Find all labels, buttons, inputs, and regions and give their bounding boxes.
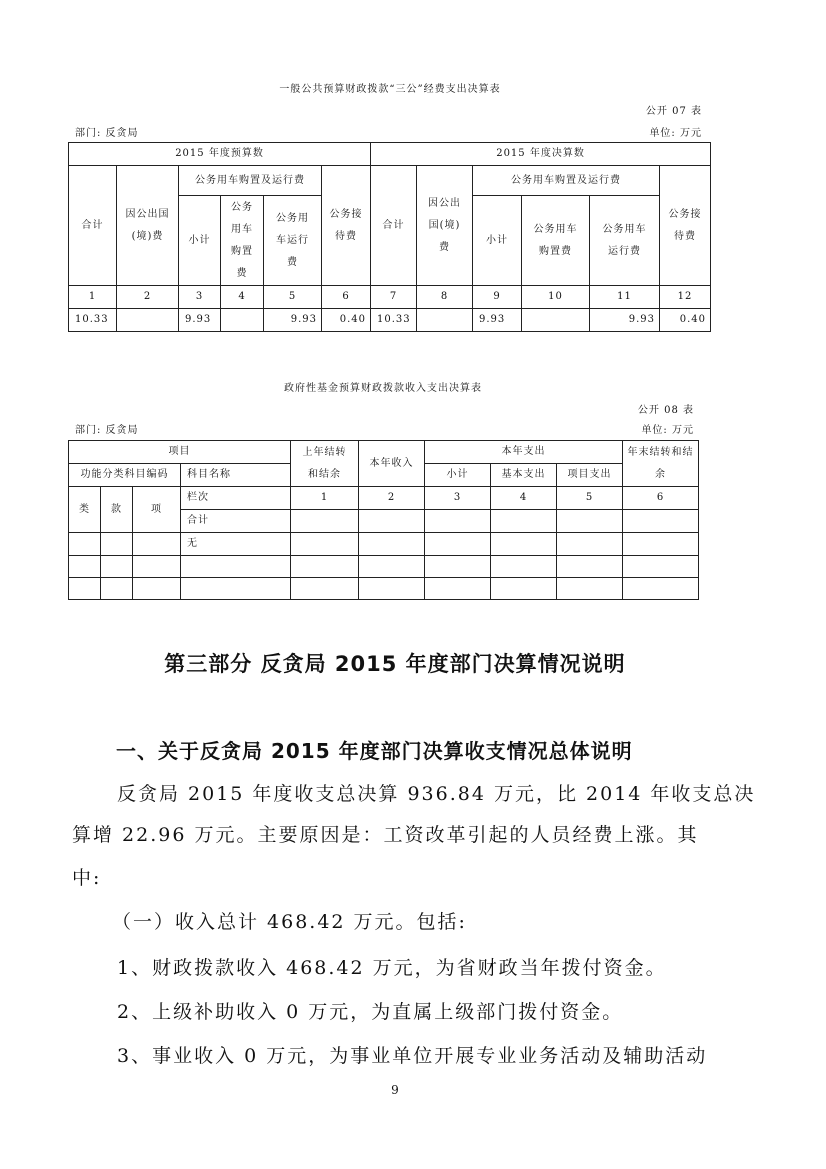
- value-cell: 9.93: [590, 309, 660, 332]
- table8-dept: 部门: 反贪局: [75, 425, 139, 436]
- table7-title: 一般公共预算财政拨款“三公”经费支出决算表: [279, 84, 501, 95]
- paragraph-line: 3、事业收入 0 万元，为事业单位开展专业业务活动及辅助活动: [117, 1045, 708, 1067]
- col-abroad-budget: 因公出国(境)费: [117, 166, 179, 286]
- paragraph-line: 反贪局 2015 年度收支总决算 936.84 万元，比 2014 年收支总决: [117, 783, 756, 805]
- value-cell: 10.33: [371, 309, 417, 332]
- value-cell: [522, 309, 590, 332]
- h-subject: 科目名称: [181, 464, 291, 487]
- budget-header: 2015 年度预算数: [69, 143, 371, 166]
- value-cell: [117, 309, 179, 332]
- h-income: 本年收入: [359, 441, 425, 487]
- paragraph-line: 中:: [72, 867, 102, 889]
- paragraph-line: 算增 22.96 万元。主要原因是：工资改革引起的人员经费上涨。其: [72, 824, 699, 846]
- num-cell: 4: [491, 487, 557, 510]
- value-cell: 10.33: [69, 309, 117, 332]
- num-cell: 7: [371, 286, 417, 309]
- table7: [68, 142, 711, 332]
- h-carry-in: 上年结转和结余: [291, 441, 359, 487]
- row-none: 无: [181, 533, 291, 556]
- final-header: 2015 年度决算数: [371, 143, 711, 166]
- table7-unit: 单位: 万元: [649, 128, 702, 139]
- col-run-final: 公务用车运行费: [590, 196, 660, 286]
- h-item: 项目: [69, 441, 291, 464]
- value-cell: [417, 309, 473, 332]
- col-abroad-final: 因公出国(境)费: [417, 166, 473, 286]
- h-lei: 类: [69, 487, 101, 533]
- num-cell: 1: [69, 286, 117, 309]
- h-basic: 基本支出: [491, 464, 557, 487]
- table7-dept: 部门: 反贪局: [75, 128, 139, 139]
- value-cell: 9.93: [179, 309, 221, 332]
- num-cell: 8: [417, 286, 473, 309]
- table8-title: 政府性基金预算财政拨款收入支出决算表: [284, 383, 482, 394]
- section-title: 第三部分 反贪局 2015 年度部门决算情况说明: [164, 652, 626, 676]
- num-cell: 5: [264, 286, 322, 309]
- num-cell: 3: [179, 286, 221, 309]
- h-carry-out: 年末结转和结余: [623, 441, 699, 487]
- h-func-code: 功能分类科目编码: [69, 464, 181, 487]
- table8-unit: 单位: 万元: [641, 425, 694, 436]
- table8-code: 公开 08 表: [637, 405, 694, 416]
- num-cell: 12: [660, 286, 711, 309]
- col-subtotal-final: 小计: [473, 196, 522, 286]
- col-subtotal-budget: 小计: [179, 196, 221, 286]
- row-lanci: 栏次: [181, 487, 291, 510]
- h-xiang: 项: [133, 487, 181, 533]
- num-cell: 3: [425, 487, 491, 510]
- col-total-final: 合计: [371, 166, 417, 286]
- num-cell: 4: [221, 286, 264, 309]
- col-purchase-budget: 公务用车购置费: [221, 196, 264, 286]
- value-cell: [221, 309, 264, 332]
- paragraph-line: 1、财政拨款收入 468.42 万元，为省财政当年拨付资金。: [117, 957, 667, 979]
- page-number: 9: [391, 1083, 399, 1097]
- col-purchase-final: 公务用车购置费: [522, 196, 590, 286]
- col-vehicle-group-budget: 公务用车购置及运行费: [179, 166, 322, 196]
- col-reception-final: 公务接待费: [660, 166, 711, 286]
- num-cell: 2: [359, 487, 425, 510]
- col-run-budget: 公务用车运行费: [264, 196, 322, 286]
- value-cell: 0.40: [322, 309, 371, 332]
- paragraph-line: 2、上级补助收入 0 万元，为直属上级部门拨付资金。: [117, 1001, 624, 1023]
- subsection-title: 一、关于反贪局 2015 年度部门决算收支情况总体说明: [116, 739, 633, 763]
- value-cell: 9.93: [473, 309, 522, 332]
- num-cell: 6: [322, 286, 371, 309]
- h-expense: 本年支出: [425, 441, 623, 464]
- value-cell: 9.93: [264, 309, 322, 332]
- row-total: 合计: [181, 510, 291, 533]
- num-cell: 9: [473, 286, 522, 309]
- value-cell: 0.40: [660, 309, 711, 332]
- col-reception-budget: 公务接待费: [322, 166, 371, 286]
- paragraph-line: （一）收入总计 468.42 万元。包括:: [112, 911, 467, 933]
- num-cell: 2: [117, 286, 179, 309]
- h-subtotal: 小计: [425, 464, 491, 487]
- table7-code: 公开 07 表: [645, 106, 702, 117]
- num-cell: 1: [291, 487, 359, 510]
- table8: [68, 440, 699, 600]
- col-total-budget: 合计: [69, 166, 117, 286]
- col-vehicle-group-final: 公务用车购置及运行费: [473, 166, 660, 196]
- num-cell: 5: [557, 487, 623, 510]
- num-cell: 11: [590, 286, 660, 309]
- h-kuan: 款: [101, 487, 133, 533]
- num-cell: 6: [623, 487, 699, 510]
- num-cell: 10: [522, 286, 590, 309]
- h-project: 项目支出: [557, 464, 623, 487]
